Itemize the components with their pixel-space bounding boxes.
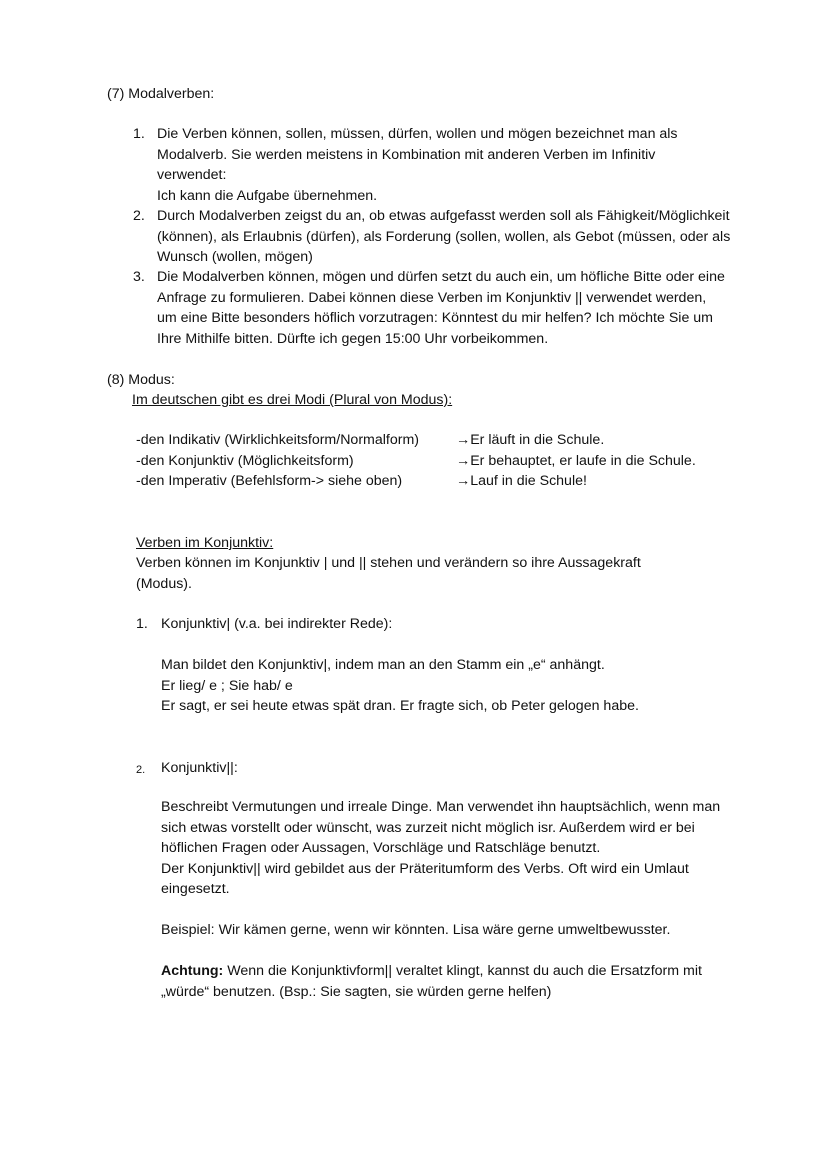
- text-line: Beschreibt Vermutungen und irreale Dinge. Man verwendet ihn hauptsächlich, wenn man: [161, 799, 721, 815]
- text-line: Ihre Mithilfe bitten. Dürfte ich gegen 15:00 Uhr vorbeikommen.: [157, 330, 549, 347]
- konjunktiv-2-body: [161, 797, 720, 900]
- list-item-1: [157, 124, 678, 206]
- text-line: Verben können im Konjunktiv | und || stehen und verändern so ihre Aussagekraft: [136, 555, 641, 571]
- text-line: [161, 961, 702, 982]
- konjunktiv-2-example: Beispiel: Wir kämen gerne, wenn wir könnten. Lisa wäre gerne umweltbewusster.: [161, 922, 671, 938]
- text-line: um eine Bitte besonders höflich vorzutragen: Könntest du mir helfen? Ich möchte Sie um: [157, 310, 713, 327]
- text-line: Man bildet den Konjunktiv|, indem man an den Stamm ein „e“ anhängt.: [161, 657, 605, 673]
- konjunktiv-1-title: Konjunktiv| (v.a. bei indirekter Rede):: [161, 616, 393, 632]
- text-line: Er sagt, er sei heute etwas spät dran. Er fragte sich, ob Peter gelogen habe.: [161, 698, 639, 715]
- text-line: (können), als Erlaubnis (dürfen), als Forderung (sollen, wollen, als Gebot (müssen, oder als: [157, 228, 731, 245]
- text-line: Anfrage zu formulieren. Dabei können diese Verben im Konjunktiv || verwendet werden,: [157, 289, 707, 306]
- modus-indikativ-example: →Er läuft in die Schule.: [456, 432, 605, 448]
- text-line: (Modus).: [136, 575, 192, 592]
- list-number: 2.: [133, 208, 145, 224]
- text-line: eingesetzt.: [161, 881, 230, 898]
- section-7-heading: (7) Modalverben:: [107, 86, 215, 102]
- text-line: höflichen Fragen oder Aussagen, Vorschläge und Ratschläge benutzt.: [161, 840, 601, 857]
- list-item-2: [157, 206, 730, 268]
- konjunktiv-intro: [136, 553, 641, 594]
- text-line: Wunsch (wollen, mögen): [157, 249, 313, 266]
- modus-konjunktiv-example: →Er behauptet, er laufe in die Schule.: [456, 453, 696, 469]
- text-line: Durch Modalverben zeigst du an, ob etwas aufgefasst werden soll als Fähigkeit/Möglichkeit: [157, 208, 730, 224]
- konjunktiv-1-body: [161, 655, 639, 717]
- text-line: Der Konjunktiv|| wird gebildet aus der Präteritumform des Verbs. Oft wird ein Umlaut: [161, 860, 689, 877]
- list-number: 1.: [136, 616, 148, 632]
- achtung-label: Achtung:: [161, 963, 224, 979]
- modus-konjunktiv: -den Konjunktiv (Möglichkeitsform): [136, 453, 354, 469]
- konjunktiv-heading: Verben im Konjunktiv:: [136, 535, 274, 551]
- achtung-note: [161, 961, 702, 1002]
- text-line: „würde“ benutzen. (Bsp.: Sie sagten, sie würden gerne helfen): [161, 983, 552, 1000]
- text-line: sich etwas vorstellt oder wünscht, was zurzeit nicht möglich isr. Außerdem wird er bei: [161, 819, 695, 836]
- section-8-heading: (8) Modus:: [107, 372, 175, 388]
- modus-imperativ: -den Imperativ (Befehlsform-> siehe oben): [136, 473, 403, 489]
- list-number: 2.: [136, 764, 146, 776]
- modi-subheading: Im deutschen gibt es drei Modi (Plural von Modus):: [132, 392, 453, 408]
- text-line: Modalverb. Sie werden meistens in Kombination mit anderen Verben im Infinitiv: [157, 146, 656, 163]
- modus-indikativ: -den Indikativ (Wirklichkeitsform/Normalform): [136, 432, 420, 448]
- text-line: verwendet:: [157, 167, 227, 184]
- konjunktiv-2-title: Konjunktiv||:: [161, 760, 238, 776]
- list-item-3: [157, 267, 725, 349]
- text-line: Ich kann die Aufgabe übernehmen.: [157, 187, 378, 204]
- achtung-text: Wenn die Konjunktivform|| veraltet klingt, kannst du auch die Ersatzform mit: [223, 963, 702, 979]
- list-number: 3.: [133, 269, 145, 285]
- list-number: 1.: [133, 126, 145, 142]
- text-line: Er lieg/ e ; Sie hab/ e: [161, 677, 293, 694]
- text-line: Die Verben können, sollen, müssen, dürfen, wollen und mögen bezeichnet man als: [157, 126, 678, 142]
- modus-imperativ-example: →Lauf in die Schule!: [456, 473, 587, 489]
- text-line: Die Modalverben können, mögen und dürfen setzt du auch ein, um höfliche Bitte oder eine: [157, 269, 725, 285]
